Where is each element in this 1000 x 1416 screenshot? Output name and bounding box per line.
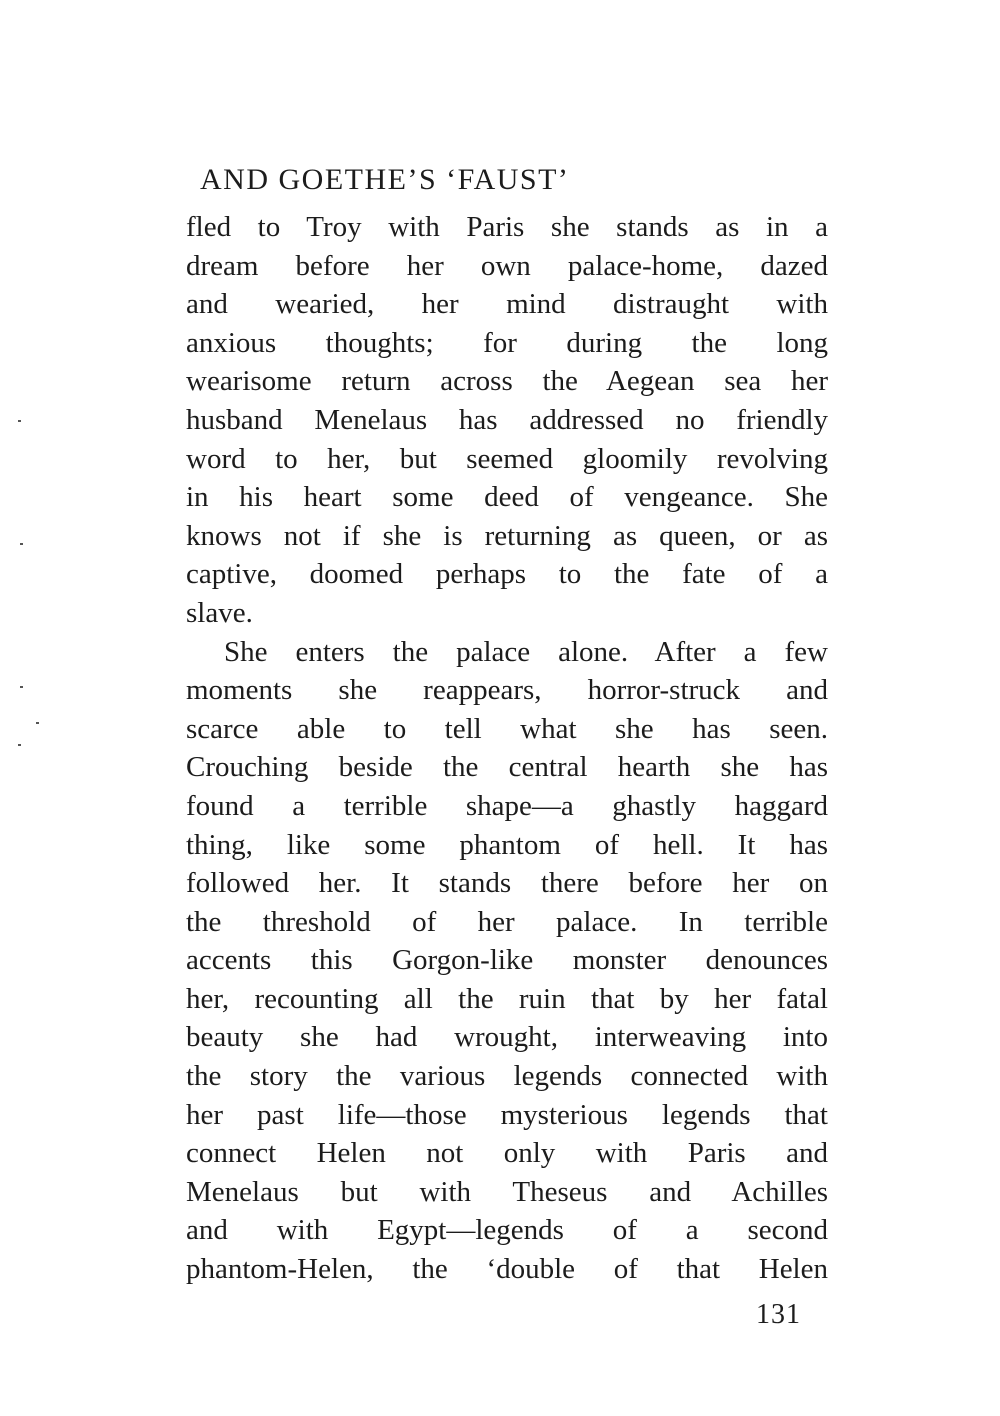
text-line: Crouching beside the central hearth she has bbox=[186, 751, 828, 784]
text-line: Menelaus but with Theseus and Achilles bbox=[186, 1175, 828, 1208]
text-line: word to her, but seemed gloomily revolving bbox=[186, 442, 828, 475]
text-line: fled to Troy with Paris she stands as in a bbox=[186, 211, 828, 243]
paragraph-2 bbox=[186, 633, 828, 1289]
text-line: her, recounting all the ruin that by her fatal bbox=[186, 982, 828, 1015]
text-line: captive, doomed perhaps to the fate of a bbox=[186, 558, 828, 591]
scan-speck bbox=[20, 686, 23, 688]
scan-speck bbox=[20, 543, 23, 545]
running-head: AND GOETHE’S ‘FAUST’ bbox=[200, 163, 570, 196]
scan-speck bbox=[18, 744, 21, 746]
text-line: knows not if she is returning as queen, or as bbox=[186, 519, 828, 552]
text-line: connect Helen not only with Paris and bbox=[186, 1137, 828, 1170]
scan-speck bbox=[36, 722, 39, 724]
text-line: She enters the palace alone. After a few bbox=[224, 635, 828, 668]
text-line: scarce able to tell what she has seen. bbox=[186, 712, 828, 745]
text-line: found a terrible shape—a ghastly haggard bbox=[186, 789, 828, 822]
text-line: slave. bbox=[186, 596, 253, 629]
scan-speck bbox=[18, 420, 21, 422]
text-line: the story the various legends connected with bbox=[186, 1060, 828, 1093]
text-line: husband Menelaus has addressed no friendly bbox=[186, 403, 828, 436]
text-line: the threshold of her palace. In terrible bbox=[186, 905, 828, 938]
text-line: in his heart some deed of vengeance. She bbox=[186, 481, 828, 514]
text-line: moments she reappears, horror-struck and bbox=[186, 674, 828, 707]
text-line: beauty she had wrought, interweaving into bbox=[186, 1021, 828, 1054]
text-line: her past life—those mysterious legends that bbox=[186, 1098, 828, 1131]
paragraph-1 bbox=[186, 208, 828, 633]
body-text bbox=[186, 208, 828, 1289]
page-number: 131 bbox=[756, 1299, 801, 1330]
text-line: thing, like some phantom of hell. It has bbox=[186, 828, 828, 861]
text-line: anxious thoughts; for during the long bbox=[186, 326, 828, 359]
text-line: accents this Gorgon-like monster denounces bbox=[186, 944, 828, 977]
text-line: wearisome return across the Aegean sea her bbox=[186, 365, 828, 398]
text-line: phantom-Helen, the ‘double of that Helen bbox=[186, 1253, 828, 1286]
text-line: and with Egypt—legends of a second bbox=[186, 1214, 828, 1247]
text-line: followed her. It stands there before her on bbox=[186, 867, 828, 900]
text-line: dream before her own palace-home, dazed bbox=[186, 249, 828, 282]
text-line: and wearied, her mind distraught with bbox=[186, 288, 828, 321]
